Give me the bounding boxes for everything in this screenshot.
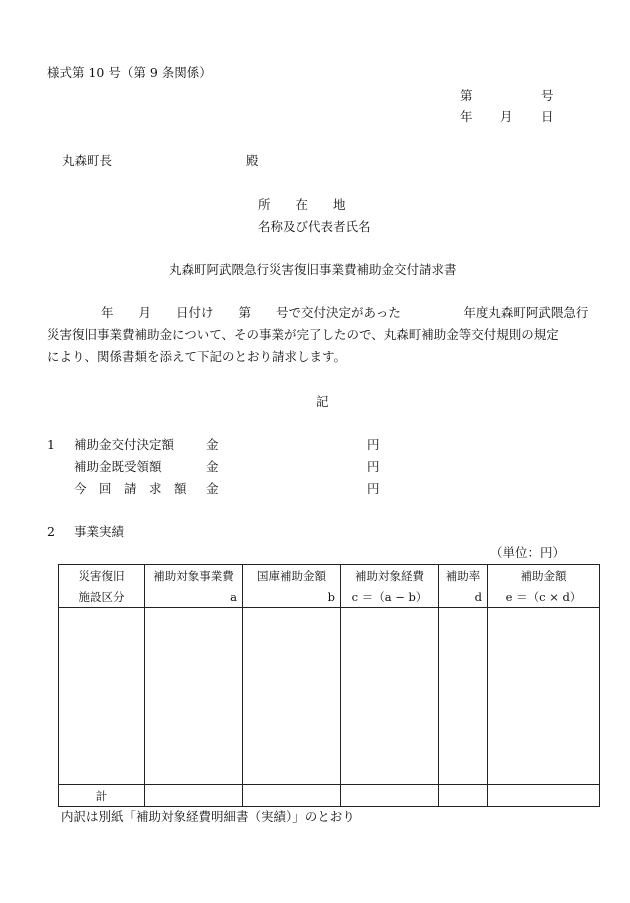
date-year: 年 <box>460 109 473 124</box>
col-subheader: 施設区分 <box>59 586 145 608</box>
body-line-3: により、関係書類を添えて下記のとおり請求します。 <box>47 349 347 364</box>
table-cell <box>439 608 488 785</box>
col-header-rate: 補助率 <box>439 565 488 587</box>
table-cell <box>145 785 243 807</box>
date-month: 月 <box>500 109 513 124</box>
section1-row-kin: 金 <box>206 437 219 452</box>
col-subheader: a <box>145 586 243 608</box>
section1-row-label: 補助金交付決定額 <box>74 437 175 452</box>
table-cell <box>488 785 600 807</box>
body-line-2: 災害復旧事業費補助金について、その事業が完了したので、丸森町補助金等交付規則の規定 <box>47 327 559 342</box>
applicant-address-label: 所 在 地 <box>258 197 346 212</box>
ki-heading: 記 <box>316 394 329 409</box>
section2-title: 事業実績 <box>74 524 125 539</box>
col-subheader: c ＝（a − b） <box>341 586 439 608</box>
section1-number: 1 <box>47 437 55 452</box>
col-header-eligible-cost: 補助対象経費 <box>341 565 439 587</box>
col-subheader: b <box>243 586 341 608</box>
table-cell <box>341 785 439 807</box>
document-title: 丸森町阿武隈急行災害復旧事業費補助金交付請求書 <box>169 262 457 277</box>
section1-row-yen: 円 <box>367 481 380 496</box>
table-header-row-top <box>59 565 600 587</box>
date-day: 日 <box>541 109 554 124</box>
table-cell <box>59 608 145 785</box>
doc-number-dai: 第 <box>460 88 473 103</box>
section1-row-kin: 金 <box>206 459 219 474</box>
table-total-row <box>59 785 600 807</box>
section1-row-kin: 金 <box>206 481 219 496</box>
col-subheader: e ＝（c × d） <box>488 586 600 608</box>
section1-row-label: 補助金既受領額 <box>74 459 162 474</box>
footnote: 内訳は別紙「補助対象経費明細書（実績）」のとおり <box>61 809 355 824</box>
table-body-row <box>59 608 600 785</box>
table-cell <box>145 608 243 785</box>
doc-number-go: 号 <box>541 88 554 103</box>
col-header-subsidy-amount: 補助金額 <box>488 565 600 587</box>
table-cell <box>439 785 488 807</box>
body-paragraph <box>47 302 607 368</box>
addressee-honorific: 殿 <box>246 153 259 168</box>
results-table <box>58 564 600 807</box>
section1-row-yen: 円 <box>367 459 380 474</box>
table-cell <box>243 785 341 807</box>
section2-number: 2 <box>47 524 55 539</box>
applicant-name-label: 名称及び代表者氏名 <box>258 219 371 234</box>
section1-row-label: 今 回 請 求 額 <box>74 481 187 496</box>
col-header-national-subsidy: 国庫補助金額 <box>243 565 341 587</box>
unit-label: （単位：円） <box>490 545 566 560</box>
table-header-row-bottom <box>59 586 600 608</box>
body-line-1: 年 月 日付け 第 号で交付決定があった 年度丸森町阿武隈急行 <box>101 305 589 320</box>
table-cell <box>341 608 439 785</box>
addressee-title: 丸森町長 <box>62 153 113 168</box>
table-cell <box>243 608 341 785</box>
col-header-facility: 災害復旧 <box>59 565 145 587</box>
col-subheader: d <box>439 586 488 608</box>
total-label: 計 <box>59 785 145 807</box>
table-cell <box>488 608 600 785</box>
col-header-project-cost: 補助対象事業費 <box>145 565 243 587</box>
form-number: 様式第 10 号（第 9 条関係） <box>47 65 212 80</box>
section1-row-yen: 円 <box>367 437 380 452</box>
